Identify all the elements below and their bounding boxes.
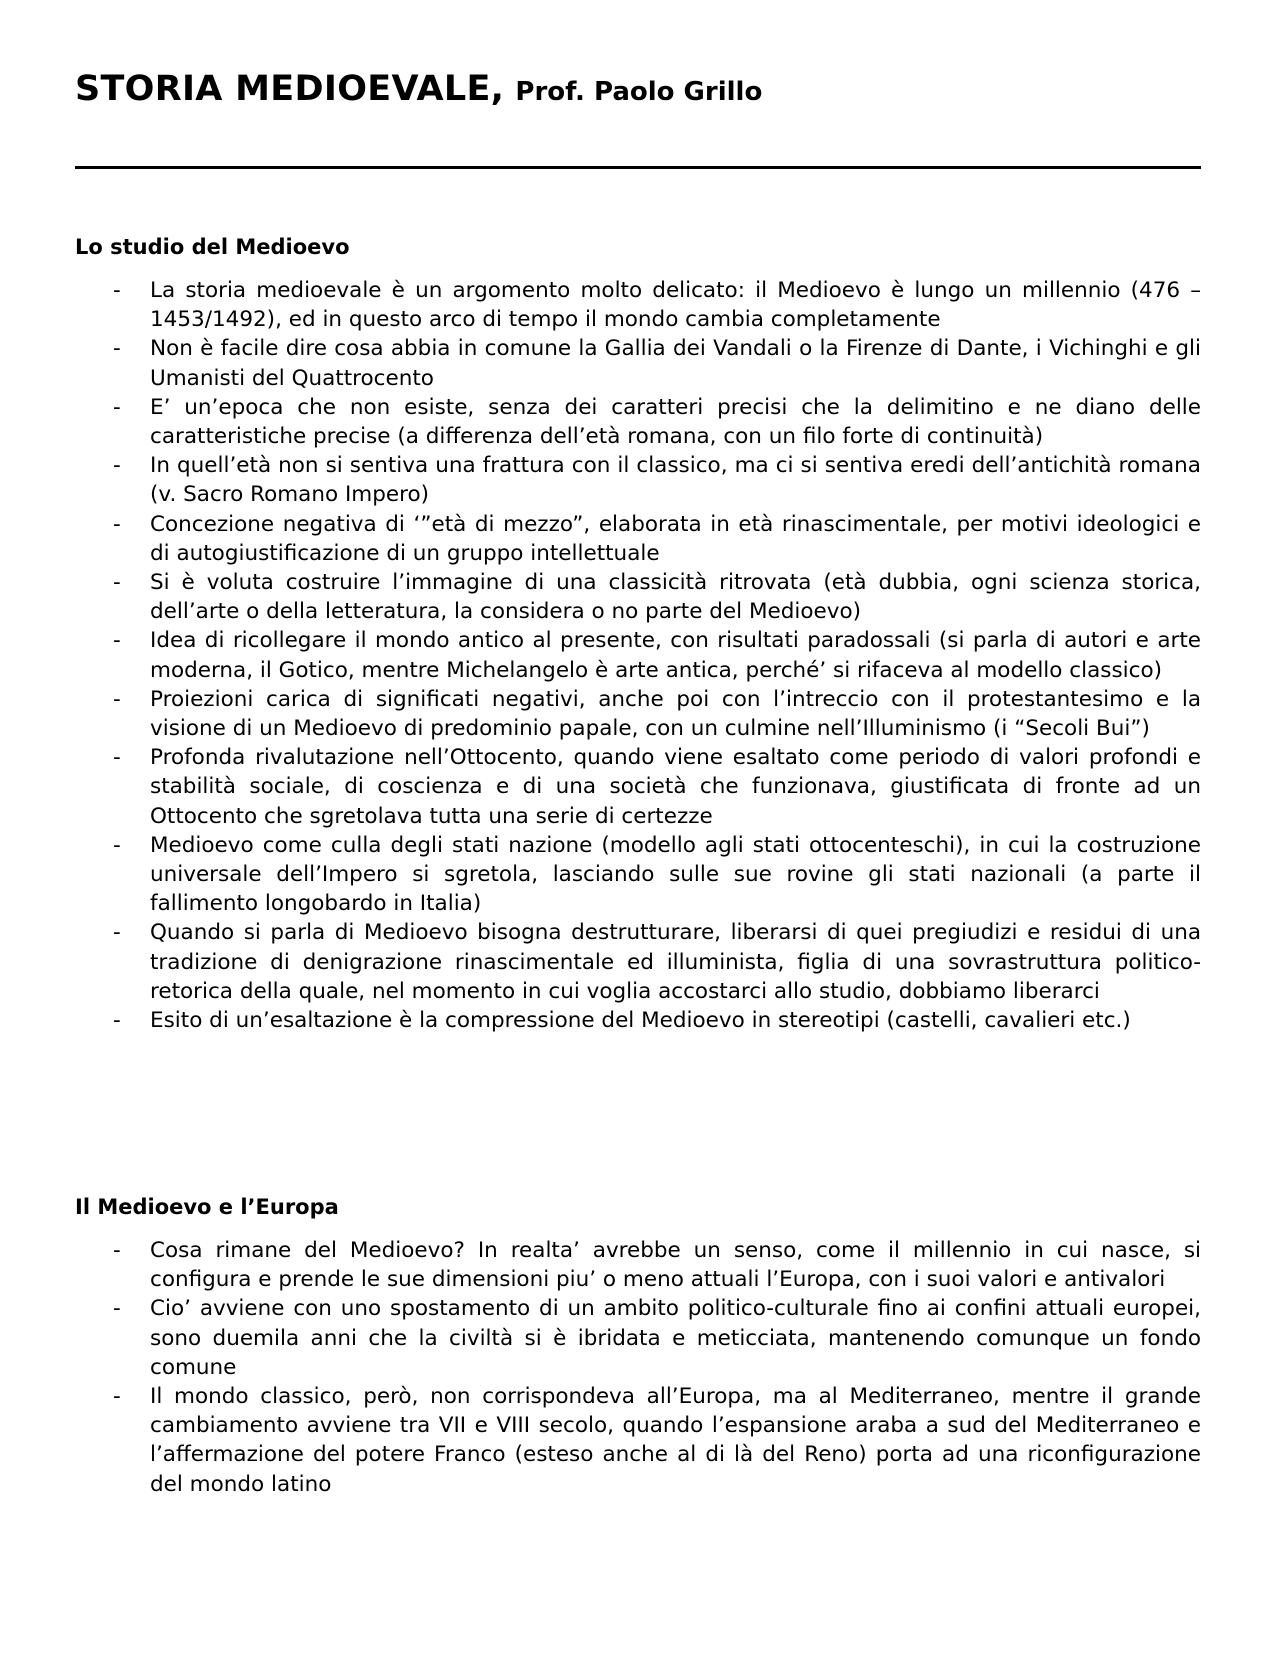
- bullet-text: Idea di ricollegare il mondo antico al presente, con risultati paradossali (si parla di autori e arte moderna, il Gotico, mentre Michelangelo è arte antica, perché’ si rifaceva al modello classico): [150, 628, 1201, 683]
- bullet-item: [75, 451, 1201, 509]
- section-studio-medioevo: [75, 233, 1201, 1035]
- professor-name: Prof. Paolo Grillo: [515, 77, 763, 107]
- bullet-dash: -: [113, 453, 121, 479]
- section-heading: Lo studio del Medioevo: [75, 235, 350, 259]
- course-title: STORIA MEDIOEVALE,: [75, 69, 505, 109]
- bullet-item: [75, 1006, 1201, 1035]
- bullet-list: [75, 1236, 1201, 1499]
- bullet-list: [75, 276, 1201, 1035]
- bullet-text: Esito di un’esaltazione è la compressione del Medioevo in stereotipi (castelli, cavalieri etc.): [150, 1008, 1131, 1034]
- bullet-item: [75, 1382, 1201, 1499]
- title-divider: [75, 166, 1201, 169]
- bullet-dash: -: [113, 278, 121, 303]
- bullet-dash: -: [113, 511, 121, 537]
- bullet-dash: -: [113, 1238, 121, 1263]
- bullet-item: [75, 510, 1201, 568]
- bullet-text: Non è facile dire cosa abbia in comune la Gallia dei Vandali o la Firenze di Dante, i Vichinghi e gli Umanisti del Quattrocento: [150, 336, 1201, 391]
- bullet-text: Il mondo classico, però, non corrispondeva all’Europa, ma al Mediterraneo, mentre il grande cambiamento avviene tra VII e VIII secolo, quando l’espansione araba a sud del Mediterraneo e l’affermazione del potere Franco (esteso anche al di là del Reno) porta ad una riconfigurazione del mondo latino: [150, 1384, 1201, 1497]
- section-heading: Il Medioevo e l’Europa: [75, 1195, 339, 1219]
- bullet-text: Concezione negativa di ‘”età di mezzo”, elaborata in età rinascimentale, per motivi ideologici e di autogiustificazione di un gruppo intellettuale: [150, 511, 1201, 566]
- bullet-item: [75, 393, 1201, 451]
- bullet-item: [75, 918, 1201, 1006]
- bullet-dash: -: [113, 570, 121, 596]
- bullet-text: Proiezioni carica di significati negativi, anche poi con l’intreccio con il protestantesimo e la visione di un Medioevo di predominio papale, con un culmine nell’Illuminismo (i “Secoli Bui”): [150, 686, 1201, 742]
- bullet-item: [75, 568, 1201, 626]
- bullet-item: [75, 685, 1201, 743]
- bullet-dash: -: [113, 628, 121, 654]
- bullet-item: [75, 334, 1201, 392]
- bullet-dash: -: [113, 1296, 121, 1322]
- bullet-item: [75, 626, 1201, 684]
- bullet-text: Cio’ avviene con uno spostamento di un ambito politico-culturale fino ai confini attuali europei, sono duemila anni che la civiltà si è ibridata e meticciata, mantenendo comunque un fondo comune: [150, 1296, 1201, 1380]
- bullet-item: [75, 276, 1201, 334]
- bullet-text: Profonda rivalutazione nell’Ottocento, quando viene esaltato come periodo di valori profondi e stabilità sociale, di coscienza e di una società che funzionava, giustificata di fronte ad un Ottocento che sgretolava tutta una serie di certezze: [150, 745, 1201, 829]
- bullet-dash: -: [113, 1008, 121, 1034]
- bullet-item: [75, 1294, 1201, 1382]
- bullet-dash: -: [113, 1384, 121, 1410]
- section-medioevo-europa: [75, 1193, 1201, 1499]
- bullet-item: [75, 1236, 1201, 1294]
- bullet-dash: -: [113, 394, 121, 420]
- document-title: [75, 69, 763, 109]
- bullet-text: Medioevo come culla degli stati nazione (modello agli stati ottocenteschi), in cui la costruzione universale dell’Impero si sgretola, lasciando sulle sue rovine gli stati nazionali (a parte il fallimento longobardo in Italia): [150, 832, 1201, 917]
- bullet-dash: -: [113, 745, 121, 771]
- bullet-text: Quando si parla di Medioevo bisogna destrutturare, liberarsi di quei pregiudizi e residui di una tradizione di denigrazione rinascimentale ed illuminista, figlia di una sovrastruttura politico-retorica della quale, nel momento in cui voglia accostarci allo studio, dobbiamo liberarci: [150, 920, 1201, 1004]
- bullet-text: Cosa rimane del Medioevo? In realta’ avrebbe un senso, come il millennio in cui nasce, si configura e prende le sue dimensioni piu’ o meno attuali l’Europa, con i suoi valori e antivalori: [150, 1238, 1201, 1293]
- bullet-item: [75, 743, 1201, 831]
- bullet-dash: -: [113, 832, 121, 858]
- bullet-text: Si è voluta costruire l’immagine di una classicità ritrovata (età dubbia, ogni scienza storica, dell’arte o della letteratura, la considera o no parte del Medioevo): [150, 570, 1201, 625]
- bullet-dash: -: [113, 336, 121, 362]
- bullet-text: La storia medioevale è un argomento molto delicato: il Medioevo è lungo un millennio (476 – 1453/1492), ed in questo arco di tempo il mondo cambia completamente: [150, 278, 1201, 333]
- bullet-dash: -: [113, 920, 121, 946]
- bullet-text: In quell’età non si sentiva una frattura con il classico, ma ci si sentiva eredi dell’antichità romana (v. Sacro Romano Impero): [150, 453, 1201, 508]
- bullet-text: E’ un’epoca che non esiste, senza dei caratteri precisi che la delimitino e ne diano delle caratteristiche precise (a differenza dell’età romana, con un filo forte di continuità): [150, 394, 1201, 450]
- bullet-dash: -: [113, 686, 121, 712]
- bullet-item: [75, 831, 1201, 919]
